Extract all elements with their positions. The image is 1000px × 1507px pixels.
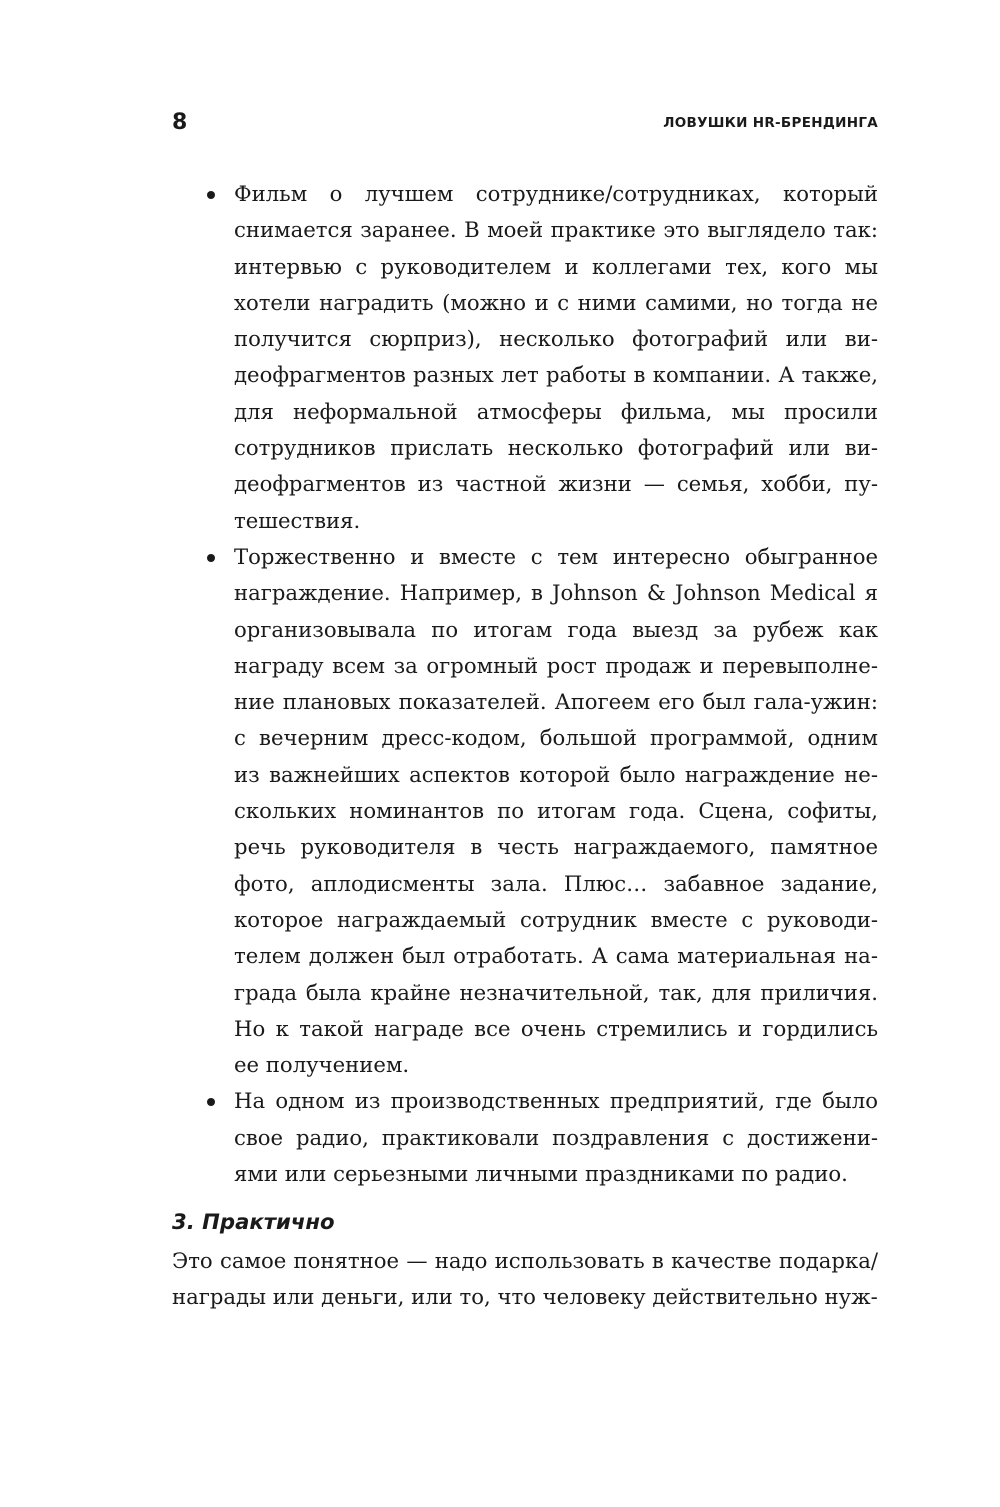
list-item-text: Торжественно и вместе с тем интересно обыгранное награждение. Например, в Johnson & Johnson Medical я организовывала по итогам года выезд за рубеж как награду всем за огромный рост продаж и перевыполнение плановых показателей. Апогеем его был гала-ужин: с вечерним дресс-кодом, большой программой, одним из важнейших аспектов которой было награждение нескольких номинантов по итогам года. Сцена, софиты, речь руководителя в честь награждаемого, памятное фото, аплодисменты зала. Плюс… забавное задание, которое награждаемый сотрудник вместе с руководителем должен был отработать. А сама материальная награда была крайне незначительной, так, для приличия. Но к такой награде все очень стремились и гордились ее получением.	[234, 543, 878, 1078]
bullet-dot-icon	[207, 191, 215, 199]
page-number: 8	[172, 110, 188, 135]
list-item-text: Фильм о лучшем сотруднике/сотрудниках, который снимается заранее. В моей практике это выглядело так: интервью с руководителем и коллегами тех, кого мы хотели наградить (можно и с ними самими, но тогда не получится сюрприз), несколько фотографий или видеофрагментов разных лет работы в компании. А также, для неформальной атмосферы фильма, мы просили сотрудников прислать несколько фотографий или видеофрагментов из частной жизни — семья, хобби, путешествия.	[234, 181, 878, 533]
list-item	[172, 1083, 878, 1192]
body-paragraph: Это самое понятное — надо использовать в качестве подарка/ награды или деньги, или то, что человеку действительно нуж-	[172, 1247, 878, 1309]
list-item	[172, 539, 878, 1083]
list-item	[172, 176, 878, 539]
bullet-dot-icon	[207, 1098, 215, 1106]
list-item-text: На одном из производственных предприятий, где было свое радио, практиковали поздравления с достижениями или серьезными личными праздниками по радио.	[234, 1088, 878, 1187]
page-body	[172, 176, 878, 1315]
running-head	[172, 108, 878, 138]
section-heading: 3. Практично	[172, 1209, 335, 1235]
book-title: ЛОВУШКИ HR-БРЕНДИНГА	[663, 115, 878, 131]
bullet-dot-icon	[207, 554, 215, 562]
bullet-list	[172, 176, 878, 1192]
